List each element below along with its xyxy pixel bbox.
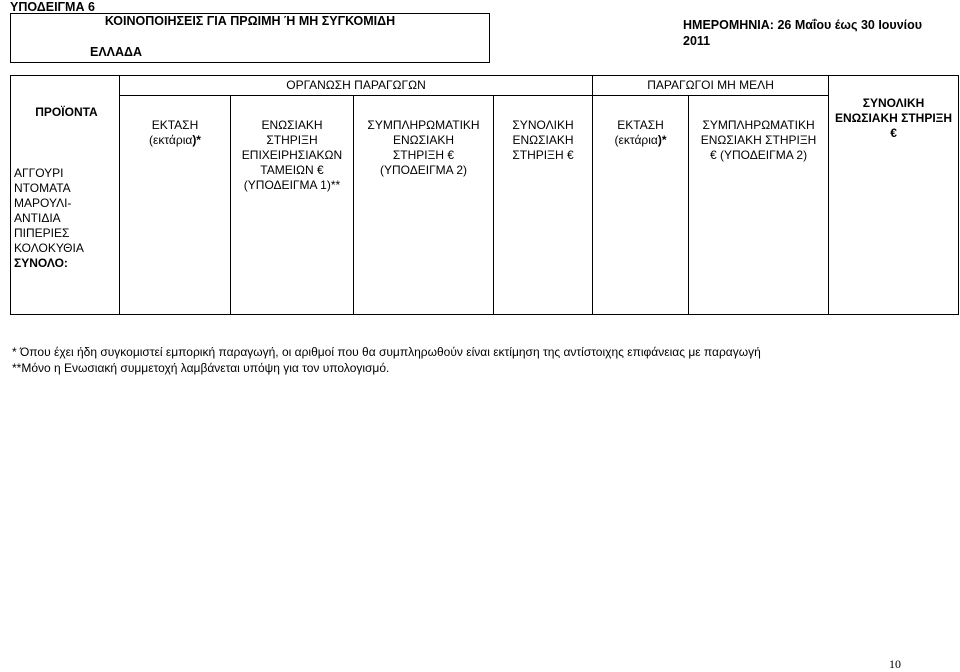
header-line: € [890, 126, 897, 140]
products-header: ΠΡΟΪΟΝΤΑ [35, 105, 98, 119]
header-line: ΣΤΗΡΙΞΗ [266, 133, 318, 147]
header-line: ΣΥΜΠΛΗΡΩΜΑΤΙΚΗ [367, 118, 480, 132]
total-label: ΣΥΝΟΛΟ: [14, 256, 68, 270]
header-line: ΣΤΗΡΙΞΗ € [392, 148, 455, 162]
header-line: ΕΚΤΑΣΗ [151, 118, 199, 132]
product-item: ΠΙΠΕΡΙΕΣ [14, 226, 70, 240]
date-line-2: 2011 [683, 34, 711, 48]
document-title: ΥΠΟΔΕΙΓΜΑ 6 [10, 0, 95, 14]
header-line: (ΥΠΟΔΕΙΓΜΑ 2) [379, 163, 468, 177]
header-line: ΕΠΙΧΕΙΡΗΣΙΑΚΩΝ [241, 148, 343, 162]
header-line: ΣΤΗΡΙΞΗ € [512, 148, 574, 162]
total-support-header [829, 76, 959, 315]
header-line: ΣΥΝΟΛΙΚΗ [862, 96, 925, 110]
header-line: ΕΝΩΣΙΑΚΗ ΣΤΗΡΙΞΗ [700, 133, 817, 147]
group-producer-org: ΟΡΓΑΝΩΣΗ ΠΑΡΑΓΩΓΩΝ [120, 76, 593, 96]
nm-area-header [593, 96, 689, 315]
total-header-text [829, 96, 958, 141]
product-item: ΑΝΤΙΔΙΑ [14, 211, 61, 225]
po-supplementary-header [354, 96, 494, 315]
product-item: ΝΤΟΜΑΤΑ [14, 181, 71, 195]
po-total-header [494, 96, 593, 315]
footnote-2: **Μόνο η Ενωσιακή συμμετοχή λαμβάνεται υπόψη για τον υπολογισμό. [12, 361, 390, 375]
product-item: ΚΟΛΟΚΥΘΙΑ [14, 241, 84, 255]
product-item: ΜΑΡΟΥΛΙ- [14, 196, 72, 210]
header-line: ΣΥΜΠΛΗΡΩΜΑΤΙΚΗ [702, 118, 815, 132]
header-line: ΕΝΩΣΙΑΚΗ [512, 133, 574, 147]
header-line: (ΥΠΟΔΕΙΓΜΑ 1)** [243, 178, 341, 192]
product-item: ΑΓΓΟΥΡΙ [14, 166, 64, 180]
header-line: ΤΑΜΕΙΩΝ € [260, 163, 324, 177]
header-line: (εκτάρια)* [149, 133, 201, 147]
header-date [683, 17, 922, 49]
header-box [10, 13, 490, 63]
header-line: ΕΝΩΣΙΑΚΗ [392, 133, 455, 147]
nm-supplementary-header [689, 96, 829, 315]
header-line: € (ΥΠΟΔΕΙΓΜΑ 2) [710, 148, 808, 162]
header-country: ΕΛΛΑΔΑ [90, 45, 143, 59]
header-line: ΣΥΝΟΛΙΚΗ [512, 118, 574, 132]
submission-table [10, 75, 959, 315]
group-non-members: ΠΑΡΑΓΩΓΟΙ ΜΗ ΜΕΛΗ [593, 76, 829, 96]
page-number: 10 [889, 657, 901, 671]
header-line: ΕΝΩΣΙΑΚΗ [261, 118, 323, 132]
products-column [11, 76, 120, 315]
footnotes [12, 344, 761, 376]
header-line: ΕΝΩΣΙΑΚΗ ΣΤΗΡΙΞΗ [834, 111, 953, 125]
footnote-1: * Όπου έχει ήδη συγκομιστεί εμπορική παραγωγή, οι αριθμοί που θα συμπληρωθούν είναι εκτίμηση της αντίστοιχης επιφάνειας με παραγωγή [12, 345, 761, 359]
header-title: ΚΟΙΝΟΠΟΙΗΣΕΙΣ ΓΙΑ ΠΡΩΙΜΗ Ή ΜΗ ΣΥΓΚΟΜΙΔΗ [104, 14, 396, 28]
header-line: ΕΚΤΑΣΗ [617, 118, 664, 132]
products-list [14, 166, 119, 271]
header-line: (εκτάρια)* [614, 133, 667, 147]
po-area-header [120, 96, 231, 315]
po-eu-support-header [231, 96, 354, 315]
date-line-1: ΗΜΕΡΟΜΗΝΙΑ: 26 Μαΐου έως 30 Ιουνίου [683, 18, 923, 32]
